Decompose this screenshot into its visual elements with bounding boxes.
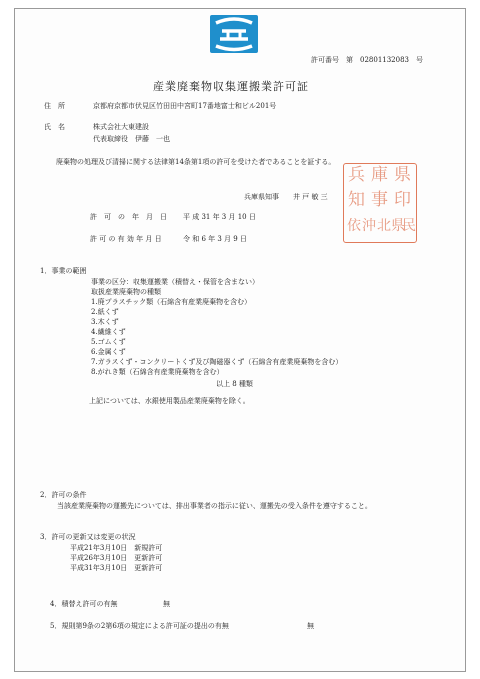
section5-value: 無 bbox=[307, 622, 314, 630]
address-label: 住 所 bbox=[44, 102, 65, 110]
issuer-name: 兵庫県知事 井 戸 敏 三 bbox=[244, 193, 328, 201]
certification-text: 廃棄物の処理及び清掃に関する法律第14条第1項の許可を受けた者であることを証する。 bbox=[56, 158, 336, 166]
waste-item: 1.廃プラスチック類（石綿含有産業廃棄物を含む） bbox=[91, 298, 252, 306]
page-title: 産業廃棄物収集運搬業許可証 bbox=[153, 80, 309, 93]
history-row: 平成26年3月10日 更新許可 bbox=[70, 554, 163, 562]
expiry-date-label: 許 可 の 有 効 年 月 日 bbox=[90, 235, 162, 243]
permit-date-value: 平 成 31 年 3 月 10 日 bbox=[183, 213, 256, 221]
business-category: 事業の区分：収集運搬業（積替え・保管を含まない） bbox=[91, 278, 259, 286]
waste-item: 3.木くず bbox=[91, 318, 119, 326]
address-value: 京都府京都市伏見区竹田田中宮町17番地富士和ビル201号 bbox=[93, 102, 277, 110]
section4-heading: 4．積替え許可の有無 bbox=[50, 600, 118, 608]
waste-item: 2.紙くず bbox=[91, 308, 119, 316]
waste-item: 4.繊維くず bbox=[91, 328, 126, 336]
permit-number: 許可番号 第 02801132083 号 bbox=[311, 56, 423, 64]
expiry-date-value: 令 和 6 年 3 月 9 日 bbox=[183, 235, 247, 243]
waste-item: 8.がれき類（石綿含有産業廃棄物を含む） bbox=[91, 368, 224, 376]
history-row: 平成31年3月10日 更新許可 bbox=[70, 564, 163, 572]
permit-date-label: 許 可 の 年 月 日 bbox=[90, 213, 167, 221]
waste-types-heading: 取扱産業廃棄物の種類 bbox=[91, 288, 161, 296]
hyogo-emblem-icon bbox=[210, 15, 258, 53]
name-label: 氏 名 bbox=[44, 123, 65, 131]
mercury-note: 上記については、水銀使用製品産業廃棄物を除く。 bbox=[89, 397, 250, 405]
waste-item: 6.金属くず bbox=[91, 348, 126, 356]
permit-condition: 当該産業廃棄物の運搬先については、排出事業者の指示に従い、運搬先の受入条件を遵守すること。 bbox=[57, 502, 372, 510]
history-row: 平成21年3月10日 新規許可 bbox=[70, 544, 163, 552]
section5-heading: 5．規則第9条の2第6項の規定による許可証の提出の有無 bbox=[50, 622, 229, 630]
company-name: 株式会社大東建設 bbox=[93, 123, 149, 131]
official-seal: 兵 庫 県 知 事 印 依 沖 北 県 民 bbox=[343, 163, 417, 243]
representative-name: 代表取締役 伊藤 一也 bbox=[93, 135, 170, 143]
section2-heading: 2．許可の条件 bbox=[40, 491, 87, 499]
section3-heading: 3．許可の更新又は変更の状況 bbox=[40, 533, 136, 541]
section1-heading: 1．事業の範囲 bbox=[40, 267, 87, 275]
waste-item: 5.ゴムくず bbox=[91, 338, 126, 346]
waste-item: 7.ガラスくず・コンクリートくず及び陶磁器くず（石綿含有産業廃棄物を含む） bbox=[91, 358, 343, 366]
section4-value: 無 bbox=[163, 600, 170, 608]
waste-total: 以上 8 種類 bbox=[216, 380, 253, 388]
